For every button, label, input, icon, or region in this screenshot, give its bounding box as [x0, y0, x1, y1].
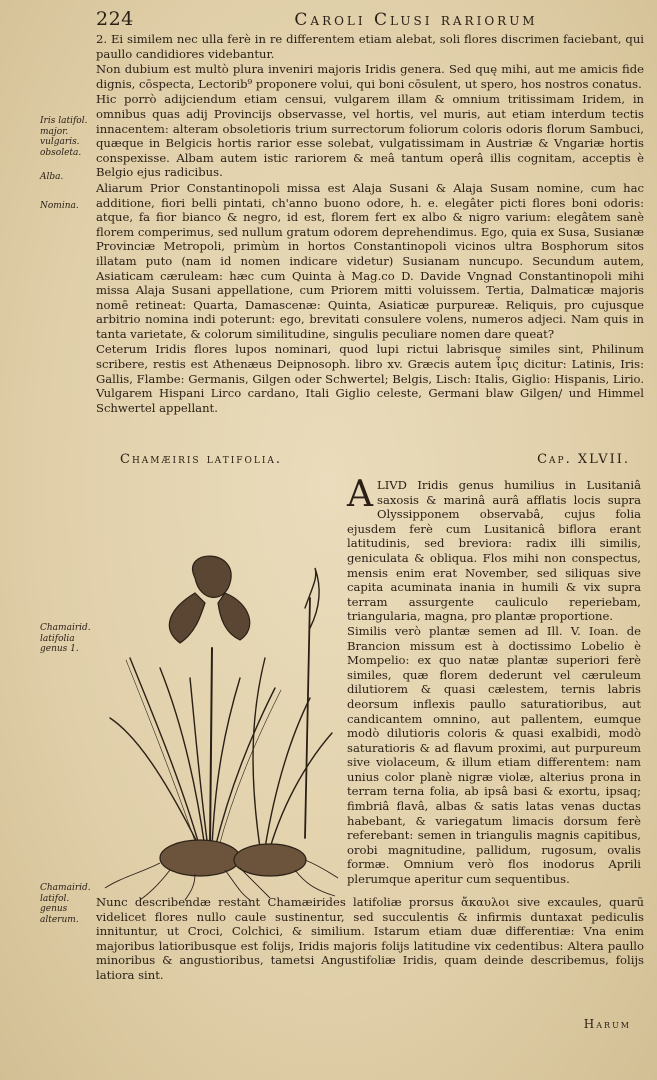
- bottom-paragraph: Nunc describendæ restant Chamæirides latifoliæ prorsus ἄκαυλοι sive excaules, quarū videlicet flores nullo caule sustinentur, sed succulentis & infirmis duntaxat pediculis innituntur, ut Croci, Colchici, & similium. Istarum etiam duæ differentiæ: Vna enim majoribus latioribusque est folijs, Iridis majoris folijs latitudine vix cedentibus: Altera paullo minoribus & angustioribus, tametsi Angustifoliæ Iridis, quam deinde describemus, folijs latiora sint.: [96, 895, 644, 982]
- page-number: 224: [96, 8, 134, 30]
- margin-note-iris: Iris latifol. major. vulgaris. obsoleta.: [40, 116, 88, 158]
- margin-note-alba: Alba.: [40, 172, 64, 182]
- running-head: Caroli Clusi rariorum: [294, 10, 538, 30]
- right-column-text: [347, 474, 641, 887]
- paragraph-5: Ceterum Iridis flores lupos nominari, quod lupi rictui labrisque similes sint, Philinum scribere, restis est Athenæus Deipnosoph. libro xv. Græcis autem ἶρις dicitur: Latinis, Iris: Gallis, Flambe: Germanis, Gilgen oder Schwertel; Belgis, Lisch: Italis, Giglio: Hispanis, Lirio. Vulgarem Hispani Lirco cardano, Itali Giglio celeste, Germani blaw Gilgen/ und Himmel Schwertel appellant.: [96, 342, 644, 415]
- chapter-number: Cap. XLVII.: [537, 452, 630, 467]
- iris-woodcut-illustration: [100, 548, 340, 900]
- margin-note-chamairid-2: Chamairid. latifol. genus alterum.: [40, 883, 91, 925]
- margin-note-chamairid-1: Chamairid. latifolia genus 1.: [40, 623, 91, 654]
- paragraph-1: 2. Ei similem nec ulla ferè in re differentem etiam alebat, soli flores discrimen faciebant, qui paullo candidiores videbantur.: [96, 32, 644, 61]
- dropcap: A: [347, 474, 373, 515]
- chapter-heading: [120, 452, 630, 470]
- right-paragraph-2: Similis verò plantæ semen ad Ill. V. Ioan. de Brancion missum est à doctissimo Lobelio è Mompelio: ex quo natæ plantæ superiori ferè similes, quæ florem dederunt vel cæruleum dilutiorem & quasi cælestem, ternis labris deorsum inflexis paullo saturatioribus, aut candicantem omnino, aut pallentem, eumque modò dilutioris coloris & quasi exalbidi, modò saturatioris & ad flavum proximi, aut purpureum sive violaceum, & illum etiam differentem: nam unius color planè nigræ violæ, alterius prona in terram terna folia, ab ipsâ basi & exortu, ipsaq; fimbriâ flavâ, albas & satis latas venas ductas habebant, & variegatum limacis dorsum ferè referebant: semen in triangulis magnis capitibus, orobi magnitudine, pallidum, rugosum, ovalis formæ. Omnium verò flos inodorus Aprili plerumque aperitur cum sequentibus.: [347, 623, 641, 887]
- catchword: Harum: [583, 1017, 631, 1031]
- paragraph-2: Non dubium est multò plura inveniri majoris Iridis genera. Sed quę mihi, aut me amicis fide dignis, cōspecta, Lectorib⁹ proponere volui, qui boni cōsulent, ut spero, hos nostros conatus.: [96, 62, 644, 91]
- main-text: [96, 32, 644, 416]
- margin-note-nomina: Nomina.: [40, 201, 79, 211]
- page-header: [96, 8, 636, 32]
- paragraph-3: Hic porrò adijciendum etiam censui, vulgarem illam & omnium tritissimam Iridem, in omnibus quas adij Provincijs observasse, vel hortis, vel muris, aut etiam interdum tectis innacentem: alteram obsoletioris trium surrectorum foliorum coloris odoris florum Sambuci, quæque in Belgicis hortis rarior esse solebat, vulgatissimam in Austriæ & Vngariæ hortis conspexisse. Albam autem istic rariorem & meâ tantum operâ illis cognitam, acceptis è Belgio ejus radicibus.: [96, 92, 644, 180]
- bottom-text: [96, 895, 644, 983]
- right-paragraph-1: [347, 474, 641, 624]
- right-paragraph-1-text: LIVD Iridis genus humilius in Lusitaniâ saxosis & marinâ aurâ afflatis locis supra Olyssipponem observabâ, cujus folia ejusdem ferè cum Lusitanicâ biflora erant latitudinis, sed breviora: radix illi similis, geniculata & obliqua. Flos mihi non conspectus, mensis enim erat November, sed siliquas sive capita acuminata inania in humili & vix supra terram assurgente cauliculo reperiebam, triangularia, magna, pro plantæ proportione.: [347, 478, 641, 624]
- section-title: Chamæiris latifolia.: [120, 452, 283, 467]
- paragraph-4: Aliarum Prior Constantinopoli missa est Alaja Susani & Alaja Susam nomine, cum hac additione, fiori belli pintati, ch'anno buono odore, h. e. elegâter picti flores boni odoris: atque, fa fior bianco & negro, id est, florem fert ex albo & nigro varium: elegâtem sanè florem comperimus, sed nullum gratum odorem deprehendimus. Ego, quia ex Susa, Susianæ Provinciæ Metropoli, primùm in hortos Constantinopoli vicinos ultra Bosphorum sitos illatam puto (nam id nomen indicare videtur) Susianam nuncupo. Secundum autem, Asiaticam cæruleam: hæc cum Quinta à Mag.co D. Davide Vngnad Constantinopoli mihi missa Alaja Susani appellatione, cum Priorem mitti voluissem. Tertia, Dalmaticæ majoris nomē retineat: Quarta, Damascenæ: Quinta, Asiaticæ purpureæ. Reliquis, pro cujusque arbitrio nomina indi poterunt: ego, brevitati consulere volens, numeros adjeci. Nam quis in tanta varietate, & colorum similitudine, singulis peculiare nomen dare queat?: [96, 180, 644, 341]
